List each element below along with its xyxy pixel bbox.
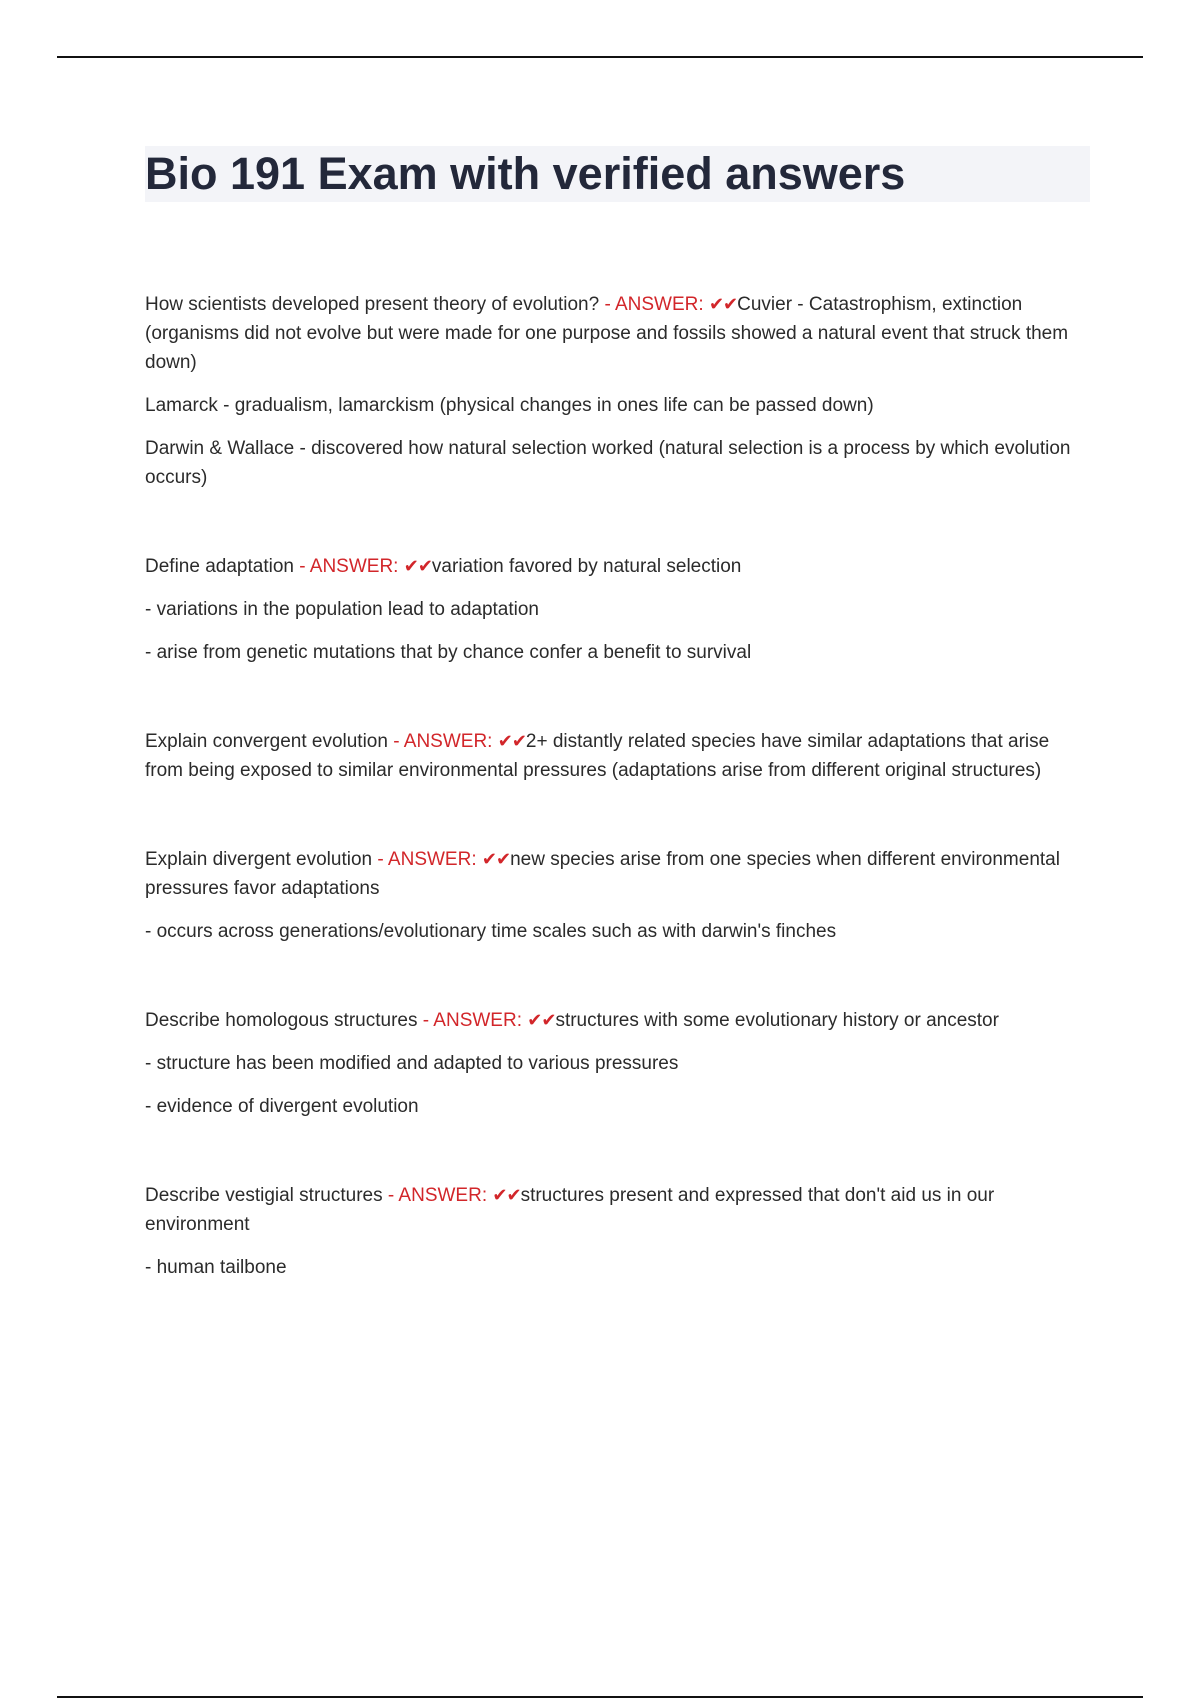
answer-label: - ANSWER: — [387, 1185, 488, 1206]
answer-label: - ANSWER: — [299, 556, 399, 577]
answer-detail-line: Darwin & Wallace - discovered how natural selection worked (natural selection is a process by which evolution occurs) — [145, 438, 1071, 488]
qa-list — [145, 290, 1080, 1342]
question-text: Describe homologous structures — [145, 1010, 418, 1031]
answer-text: structures with some evolutionary history or ancestor — [555, 1010, 999, 1031]
qa-item — [145, 290, 1080, 492]
qa-item — [145, 727, 1080, 785]
answer-text: 2+ distantly related species have similar adaptations that arise from being exposed to similar environmental pressures (adaptations arise from different original structures) — [145, 731, 1050, 781]
qa-item — [145, 1181, 1080, 1282]
question-text: Define adaptation — [145, 556, 294, 577]
question-paragraph — [145, 552, 1080, 581]
qa-item — [145, 552, 1080, 667]
double-check-icon: ✔✔ — [527, 1010, 556, 1031]
question-paragraph — [145, 1006, 1080, 1035]
qa-item — [145, 845, 1080, 946]
question-text: Describe vestigial structures — [145, 1185, 383, 1206]
question-paragraph — [145, 845, 1080, 903]
answer-label: - ANSWER: — [422, 1010, 522, 1031]
answer-text: variation favored by natural selection — [431, 556, 742, 577]
qa-item — [145, 1006, 1080, 1121]
question-text: How scientists developed present theory of evolution? — [145, 294, 600, 315]
question-text: Explain divergent evolution — [145, 849, 373, 870]
answer-detail-line: - evidence of divergent evolution — [145, 1096, 419, 1117]
bottom-rule — [57, 1696, 1143, 1698]
answer-detail-line: - arise from genetic mutations that by chance confer a benefit to survival — [145, 642, 752, 663]
question-text: Explain convergent evolution — [145, 731, 388, 752]
answer-label: - ANSWER: — [393, 731, 493, 752]
double-check-icon: ✔✔ — [403, 556, 432, 577]
answer-label: - ANSWER: — [377, 849, 477, 870]
double-check-icon: ✔✔ — [481, 849, 511, 870]
page-title: Bio 191 Exam with verified answers — [145, 148, 906, 199]
top-rule — [57, 56, 1143, 58]
answer-detail-line: - occurs across generations/evolutionary time scales such as with darwin's finches — [145, 921, 837, 942]
double-check-icon: ✔✔ — [497, 731, 526, 752]
question-paragraph — [145, 727, 1080, 785]
answer-text: structures present and expressed that don't aid us in our environment — [145, 1185, 995, 1235]
question-paragraph — [145, 1181, 1080, 1239]
double-check-icon: ✔✔ — [708, 294, 738, 315]
answer-detail-line: Lamarck - gradualism, lamarckism (physical changes in ones life can be passed down) — [145, 395, 874, 416]
answer-text: new species arise from one species when different environmental pressures favor adaptations — [145, 849, 1060, 899]
answer-label: - ANSWER: — [604, 294, 704, 315]
double-check-icon: ✔✔ — [492, 1185, 521, 1206]
answer-detail-line: - human tailbone — [145, 1257, 287, 1278]
answer-text: Cuvier - Catastrophism, extinction (organisms did not evolve but were made for one purpose and fossils showed a natural event that struck them down) — [145, 294, 1069, 373]
answer-detail-line: - variations in the population lead to adaptation — [145, 599, 539, 620]
question-paragraph — [145, 290, 1080, 377]
answer-detail-line: - structure has been modified and adapted to various pressures — [145, 1053, 679, 1074]
